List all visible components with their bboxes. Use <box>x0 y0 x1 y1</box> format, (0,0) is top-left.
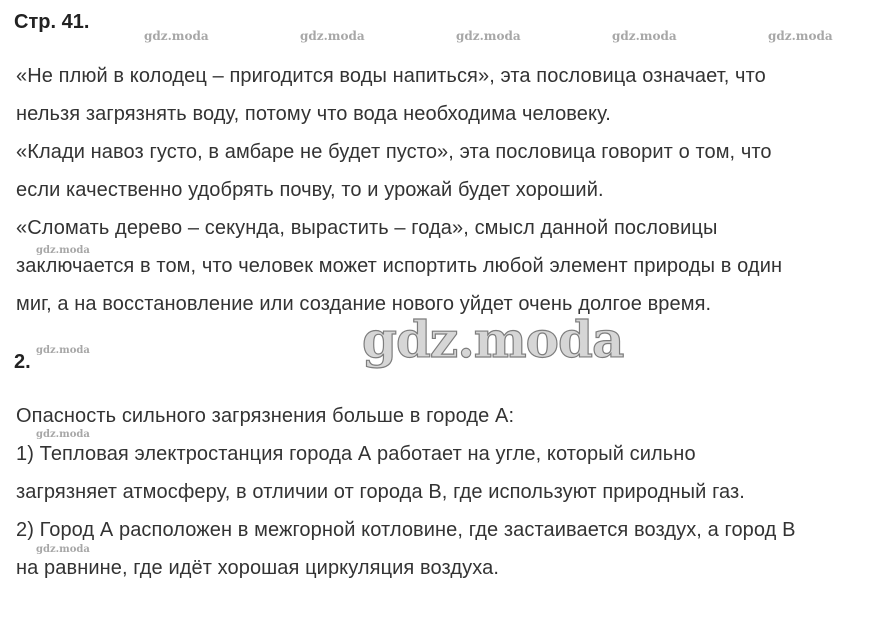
watermark: gdz.moda <box>36 544 90 555</box>
paragraph-line: «Клади навоз густо, в амбаре не будет пусто», эта пословица говорит о том, что <box>16 141 772 163</box>
watermark: gdz.moda <box>36 245 90 256</box>
section-number: 2. <box>14 351 31 373</box>
watermark: gdz.moda <box>300 29 365 43</box>
watermark: gdz.moda <box>768 29 833 43</box>
paragraph-line: нельзя загрязнять воду, потому что вода необходима человеку. <box>16 103 611 125</box>
page-title: Стр. 41. <box>14 11 90 33</box>
paragraph-line: 1) Тепловая электростанция города А работает на угле, который сильно <box>16 443 696 465</box>
paragraph-line: «Сломать дерево – секунда, вырастить – года», смысл данной пословицы <box>16 217 718 239</box>
paragraph-line: Опасность сильного загрязнения больше в городе А: <box>16 405 515 427</box>
watermark: gdz.moda <box>36 429 90 440</box>
paragraph-line: на равнине, где идёт хорошая циркуляция воздуха. <box>16 557 499 579</box>
watermark: gdz.moda <box>36 345 90 356</box>
watermark: gdz.moda <box>456 29 521 43</box>
watermark-large: gdz.moda <box>362 310 624 369</box>
watermark: gdz.moda <box>144 29 209 43</box>
paragraph-line: 2) Город А расположен в межгорной котловине, где застаивается воздух, а город В <box>16 519 796 541</box>
paragraph-line: «Не плюй в колодец – пригодится воды напиться», эта пословица означает, что <box>16 65 766 87</box>
paragraph-line: загрязняет атмосферу, в отличии от города В, где используют природный газ. <box>16 481 745 503</box>
paragraph-line: миг, а на восстановление или создание нового уйдет очень долгое время. <box>16 293 712 315</box>
paragraph-line: если качественно удобрять почву, то и урожай будет хороший. <box>16 179 604 201</box>
paragraph-line: заключается в том, что человек может испортить любой элемент природы в один <box>16 255 783 277</box>
watermark: gdz.moda <box>612 29 677 43</box>
